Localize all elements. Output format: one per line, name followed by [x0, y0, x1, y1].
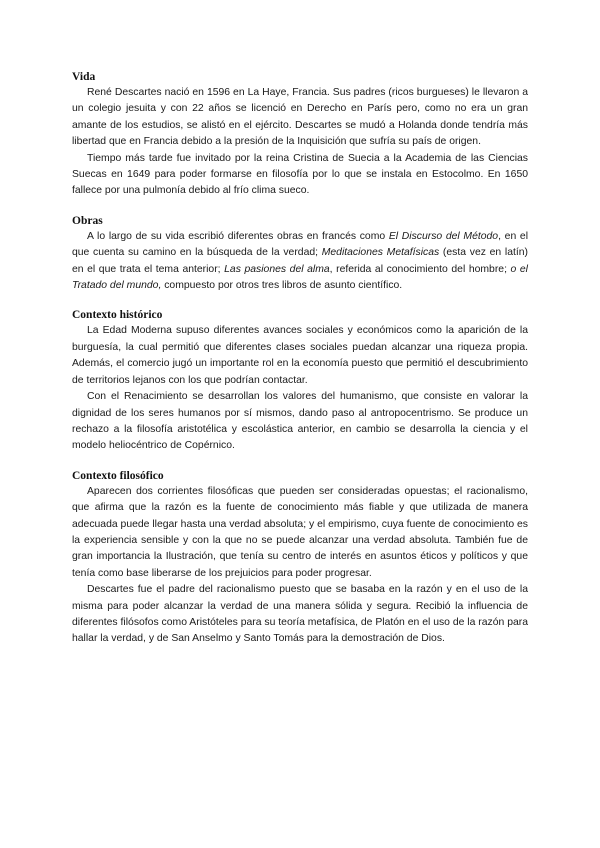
- section-obras: [72, 214, 528, 295]
- section-contexto-historico: [72, 308, 528, 454]
- section-heading: Obras: [72, 214, 103, 227]
- paragraph: [72, 229, 528, 295]
- section-heading: Vida: [72, 71, 96, 83]
- section-contexto-filosofico: [72, 469, 528, 648]
- paragraph-text: compuesto por otros tres libros de asunto científico.: [161, 280, 403, 292]
- section-heading: Contexto histórico: [72, 309, 163, 322]
- work-title: El Discurso del Método: [388, 230, 499, 242]
- paragraph-text: A lo largo de su vida escribió diferentes obras en francés como: [87, 230, 389, 242]
- paragraph-text: , referida al conocimiento del hombre;: [329, 263, 511, 275]
- work-title: o el Tratado del mundo,: [72, 263, 528, 292]
- paragraph-text: Tiempo más tarde fue invitado por la reina Cristina de Suecia a la Academia de las Ciencias Suecas en 1649 para poder formarse en filosofía por lo que se instala en Estocolmo. En 1650 fallece por una pulmonía debido al frío clima sueco.: [72, 152, 528, 197]
- section-heading: Contexto filosófico: [72, 469, 164, 482]
- section-vida: [72, 70, 528, 200]
- work-title: Meditaciones Metafísicas: [321, 247, 440, 259]
- paragraph-text: (esta vez en latín) en el que trata el tema anterior;: [72, 247, 528, 275]
- work-title: Las pasiones del alma: [224, 263, 330, 275]
- paragraph-text: Descartes fue el padre del racionalismo puesto que se basaba en la razón y en el uso de la misma para poder alcanzar la verdad de una manera sólida y segura. Recibió la influencia de diferentes filósofos como Aristóteles para su teoría metafísica, de Platón en el uso de la razón para hallar la verdad, y de San Anselmo y Santo Tomás para la demostración de Dios.: [72, 584, 528, 645]
- paragraph-text: Aparecen dos corrientes filosóficas que pueden ser consideradas opuestas; el racionalismo, que afirma que la razón es la fuente de conocimiento más fiable y que utilizada de manera adecuada puede llegar hasta una verdad absoluta; y el empirismo, cuya fuente de conocimiento es la experiencia sensible y con la que no se puede alcanzar una verdad absoluta. También fue de gran importancia la Ilustración, que tenía su centro de interés en asuntos éticos y políticos y que tenía como base liberarse de los prejuicios para poder progresar.: [72, 485, 528, 579]
- paragraph: [72, 85, 528, 151]
- paragraph-text: La Edad Moderna supuso diferentes avances sociales y económicos como la aparición de la burguesía, la cual permitió que diferentes clases sociales puedan alcanzar una riqueza propia. Además, el comercio jugó un importante rol en la economía puesto que permitió el descubrimiento de territorios lejanos con los que podrían contactar.: [72, 325, 528, 386]
- paragraph-text: Con el Renacimiento se desarrollan los valores del humanismo, que consiste en valorar la dignidad de los seres humanos por sí mismos, dando paso al antropocentrismo. Se produce un rechazo a la filosofía aristotélica y escolástica anterior, en cambio se desarrolla la ciencia y el modelo heliocéntrico de Copérnico.: [72, 391, 528, 452]
- paragraph-text: René Descartes nació en 1596 en La Haye, Francia. Sus padres (ricos burgueses) le llevaron a un colegio jesuita y con 22 años se licenció en Derecho en París pero, como no era un gran amante de los estudios, se alistó en el ejército. Descartes se mudó a Holanda donde tendría más libertad que en Francia debido a la presión de la Inquisición que sufría su país de origen.: [72, 87, 528, 148]
- paragraph: [72, 582, 528, 648]
- paragraph: [72, 151, 528, 200]
- paragraph: [72, 323, 528, 389]
- paragraph-text: , en el que cuenta su camino en la búsqueda de la verdad;: [72, 230, 528, 259]
- paragraph: [72, 484, 528, 582]
- paragraph: [72, 389, 528, 455]
